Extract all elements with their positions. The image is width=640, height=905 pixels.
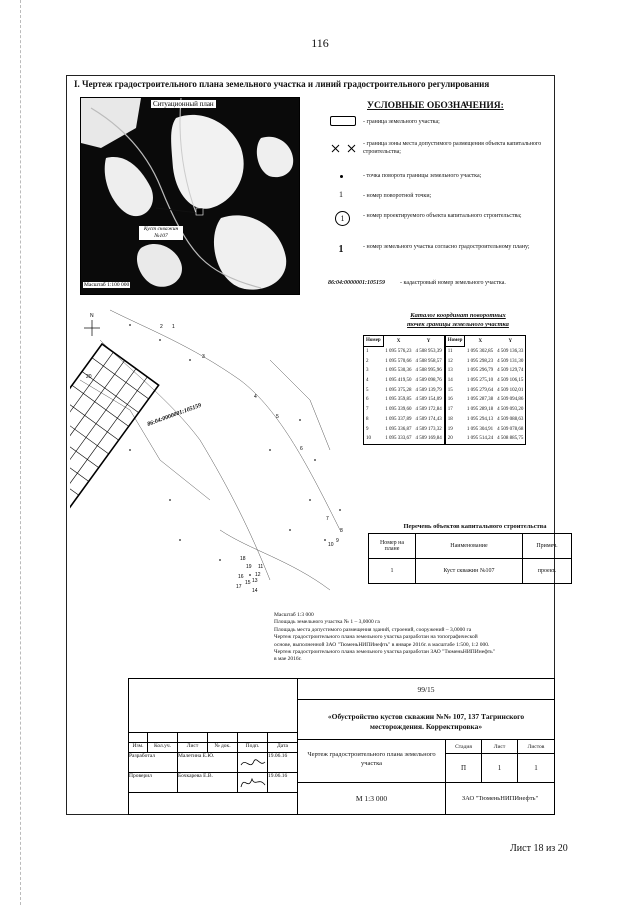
stage-label: Стадия (446, 740, 482, 754)
svg-text:18: 18 (240, 556, 246, 562)
svg-text:15: 15 (245, 580, 251, 586)
binding-margin-line (20, 0, 21, 905)
legend-item-text: - номер проектируемого объекта капитального строительства; (363, 213, 522, 219)
table-row: 1 1 095 576,23 4 508 953,39 11 1 095 302,85 4 509 136,33 (364, 346, 526, 356)
drawing-title: Чертеж градостроительного плана земельного участка (298, 740, 446, 783)
svg-text:3: 3 (202, 354, 205, 360)
table-row: 5 1 095 375,28 4 509 139,79 15 1 095 279,64 4 509 102,01 (364, 385, 526, 395)
svg-text:1: 1 (172, 324, 175, 330)
title-block-stamp (128, 678, 555, 815)
topo-dots (129, 324, 341, 576)
drawing-heading: I. Чертеж градостроительного плана земельного участка и линий градостроительного регулирования (74, 79, 490, 89)
checked-label: Проверил (128, 773, 178, 793)
sheet-value: 1 (482, 754, 518, 783)
plot-grid (70, 344, 159, 605)
stamp-col-label: Подп. (238, 743, 268, 753)
table-row: 4 1 095 419,50 4 509 098,76 14 1 095 275,10 4 509 106,15 (364, 376, 526, 386)
objects-header-row: Номер на плане Наименование Примеч. (369, 534, 572, 559)
dot-icon (330, 170, 360, 184)
signature-2 (238, 773, 268, 793)
company-name: ЗАО "ТюменьНИПИнефть" (446, 783, 555, 815)
svg-text:17: 17 (236, 584, 242, 590)
svg-text:4: 4 (254, 394, 257, 400)
svg-text:6: 6 (300, 446, 303, 452)
sheets-value: 1 (518, 754, 555, 783)
cross-pair-icon (330, 142, 360, 156)
svg-text:8: 8 (340, 528, 343, 534)
table-row: 8 1 095 337,89 4 509 174,43 18 1 095 294,13 4 509 088,63 (364, 415, 526, 425)
cadastral-code-sample: 86:04:0000001:105159 (328, 280, 385, 286)
stamp-scale: М 1:3 000 (298, 783, 446, 815)
svg-text:7: 7 (326, 516, 329, 522)
catalog-header-row: Номер X Y Номер X Y (364, 336, 526, 347)
turning-point-labels (86, 324, 343, 594)
svg-text:N: N (90, 313, 94, 319)
svg-text:10: 10 (328, 542, 334, 548)
page-number: 116 (311, 36, 329, 50)
table-row: 3 1 095 530,36 4 508 995,96 13 1 095 296,79 4 509 129,74 (364, 366, 526, 376)
sheet-counter: Лист 18 из 20 (510, 843, 568, 854)
coordinate-catalog-table (363, 335, 526, 445)
situation-plan-object-label: Куст скважин №107 (139, 226, 183, 240)
legend-title: УСЛОВНЫЕ ОБОЗНАЧЕНИЯ: (367, 101, 504, 111)
svg-text:19: 19 (246, 564, 252, 570)
legend-item-text: - граница зоны места допустимого размещения объекта капитального строительства; (363, 141, 542, 155)
sheets-label: Листов (518, 740, 555, 754)
table-row: 10 1 095 333,67 4 509 169,84 20 1 095 514,24 4 508 885,75 (364, 434, 526, 444)
note-line: Чертеж градостроительного плана земельного участка разработан ЗАО "ТюменьНИПИнефть" (274, 649, 495, 656)
catalog-title-line2: точек границы земельного участка (407, 321, 509, 328)
situation-plan-title: Ситуационный план (153, 100, 214, 108)
land-plot-plan (70, 300, 380, 615)
developed-name: Малетина Е.Ю. (178, 753, 238, 773)
circled-one-icon: 1 (330, 211, 360, 225)
svg-text:12: 12 (255, 572, 261, 578)
catalog-title-line1: Каталог координат поворотных (410, 312, 506, 319)
note-line: Масштаб 1:3 000 (274, 612, 314, 618)
drawing-notes (274, 612, 554, 664)
project-code: 99/15 (298, 678, 555, 700)
svg-text:14: 14 (252, 588, 258, 594)
stamp-col-label: Изм. (128, 743, 148, 753)
svg-text:11: 11 (258, 564, 264, 570)
svg-text:20: 20 (86, 374, 92, 380)
note-line: основе, выполненной ЗАО "ТюменьНИПИнефть" в январе 2016г. в масштабе 1:500, 1:2 000. (274, 641, 490, 648)
svg-text:2: 2 (160, 324, 163, 330)
note-line: Площадь места допустимого размещения зданий, строений, сооружений – 3,0000 га (274, 626, 472, 633)
plan-cadastral-label: 86:04:0000001:105159 (146, 402, 203, 428)
signature-1 (238, 753, 268, 773)
svg-text:13: 13 (252, 578, 258, 584)
stage-value: П (446, 754, 482, 783)
note-line: Площадь земельного участка № 1 – 3,0000 га (274, 619, 380, 626)
objects-table (368, 533, 572, 584)
legend-item-text: - точка поворота границы земельного участка; (363, 173, 482, 179)
table-row: 1 Куст скважин №107 проект. (369, 559, 572, 584)
catalog-title (378, 311, 538, 329)
situation-map-graphic (81, 98, 299, 294)
stamp-col-label: Лист (178, 743, 208, 753)
table-row: 9 1 095 336,87 4 509 173,32 19 1 095 304,91 4 509 078,68 (364, 424, 526, 434)
stamp-col-label: Дата (268, 743, 298, 753)
digit-one-icon: 1 (339, 190, 343, 199)
checked-date: 19.06.16 (268, 773, 298, 793)
svg-text:9: 9 (336, 538, 339, 544)
project-title: «Обустройство кустов скважин №№ 107, 137 Тагринского месторождения. Корректировка» (298, 700, 555, 740)
svg-text:5: 5 (276, 414, 279, 420)
situation-plan-map (80, 97, 300, 295)
note-line: Чертеж градостроительного плана земельного участка разработан на топографической (274, 634, 478, 641)
table-row: 2 1 095 570,66 4 508 958,57 12 1 095 298,23 4 509 131,30 (364, 356, 526, 366)
legend-item-text: - граница земельного участка; (363, 119, 440, 125)
sheet-label: Лист (482, 740, 518, 754)
developed-label: Разработал (128, 753, 178, 773)
table-row: 6 1 095 359,85 4 509 154,09 16 1 095 287,38 4 509 094,86 (364, 395, 526, 405)
cadastral-legend-text: - кадастровый номер земельного участка. (400, 280, 506, 286)
legend-item-text: - номер поворотной точки; (363, 193, 432, 199)
note-line: в мае 2016г. (274, 656, 302, 663)
legend-item-text: - номер земельного участка согласно градостроительному плану; (363, 244, 530, 250)
situation-plan-scale: Масштаб 1:100 000 (84, 282, 130, 288)
stamp-col-label: Кол.уч. (148, 743, 178, 753)
svg-text:16: 16 (238, 574, 244, 580)
table-row: 7 1 095 339,60 4 509 172,84 17 1 095 289,18 4 509 093,20 (364, 405, 526, 415)
developed-date: 19.06.16 (268, 753, 298, 773)
stamp-col-label: № док. (208, 743, 238, 753)
north-arrow (84, 320, 100, 336)
rectangle-outline-icon (330, 114, 360, 128)
objects-list-title: Перечень объектов капитального строительства (403, 523, 547, 530)
bold-one-icon: 1 (338, 244, 344, 255)
checked-name: Бочкарева Е.В. (178, 773, 238, 793)
